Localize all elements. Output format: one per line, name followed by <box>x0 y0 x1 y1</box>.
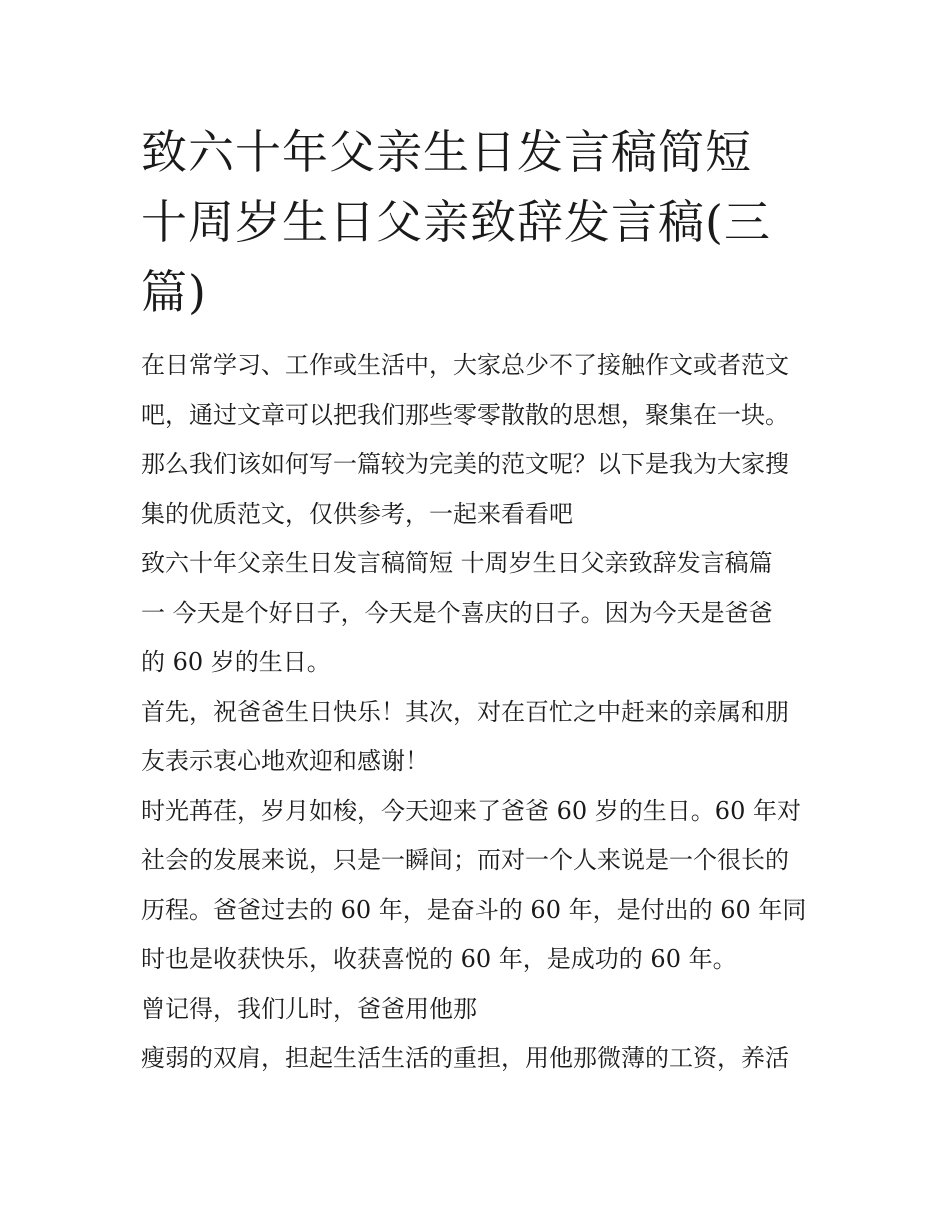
document-page <box>141 117 821 1084</box>
title-line: 致六十年父亲生日发言稿简短 <box>141 125 752 179</box>
text-line: 那么我们该如何写一篇较为完美的范文呢？以下是我为大家搜 <box>141 450 789 478</box>
body-paragraph <box>141 787 821 985</box>
title-line: 十周岁生日父亲致辞发言稿(三 <box>141 195 771 249</box>
text-line: 首先，祝爸爸生日快乐！其次，对在百忙之中赶来的亲属和朋 <box>141 697 789 726</box>
text-line: 致六十年父亲生日发言稿简短 十周岁生日父亲致辞发言稿篇 <box>141 549 773 577</box>
title-line: 篇) <box>141 265 207 319</box>
text-line: 一 今天是个好日子，今天是个喜庆的日子。因为今天是爸爸 <box>141 598 773 627</box>
text-line: 社会的发展来说，只是一瞬间；而对一个人来说是一个很长的 <box>141 846 789 874</box>
text-line: 瘦弱的双肩，担起生活生活的重担，用他那微薄的工资，养活 <box>141 1044 789 1072</box>
text-line: 的 60 岁的生日。 <box>141 648 331 676</box>
text-line: 历程。爸爸过去的 60 年，是奋斗的 60 年，是付出的 60 年同 <box>141 895 807 924</box>
body-paragraph <box>141 539 821 688</box>
text-line: 时也是收获快乐，收获喜悦的 60 年，是成功的 60 年。 <box>141 945 737 973</box>
text-line: 吧，通过文章可以把我们那些零零散散的思想，聚集在一块。 <box>141 400 789 429</box>
text-line: 时光苒荏，岁月如梭，今天迎来了爸爸 60 岁的生日。60 年对 <box>141 796 801 825</box>
text-line: 曾记得，我们儿时，爸爸用他那 <box>141 994 477 1023</box>
body-paragraph <box>141 1034 821 1084</box>
intro-paragraph <box>141 341 821 539</box>
body-paragraph <box>141 985 821 1035</box>
document-title <box>141 117 821 327</box>
text-line: 在日常学习、工作或生活中，大家总少不了接触作文或者范文 <box>141 351 789 379</box>
body-paragraph <box>141 688 821 787</box>
text-line: 友表示衷心地欢迎和感谢！ <box>141 747 429 775</box>
text-line: 集的优质范文，仅供参考，一起来看看吧 <box>141 499 573 528</box>
